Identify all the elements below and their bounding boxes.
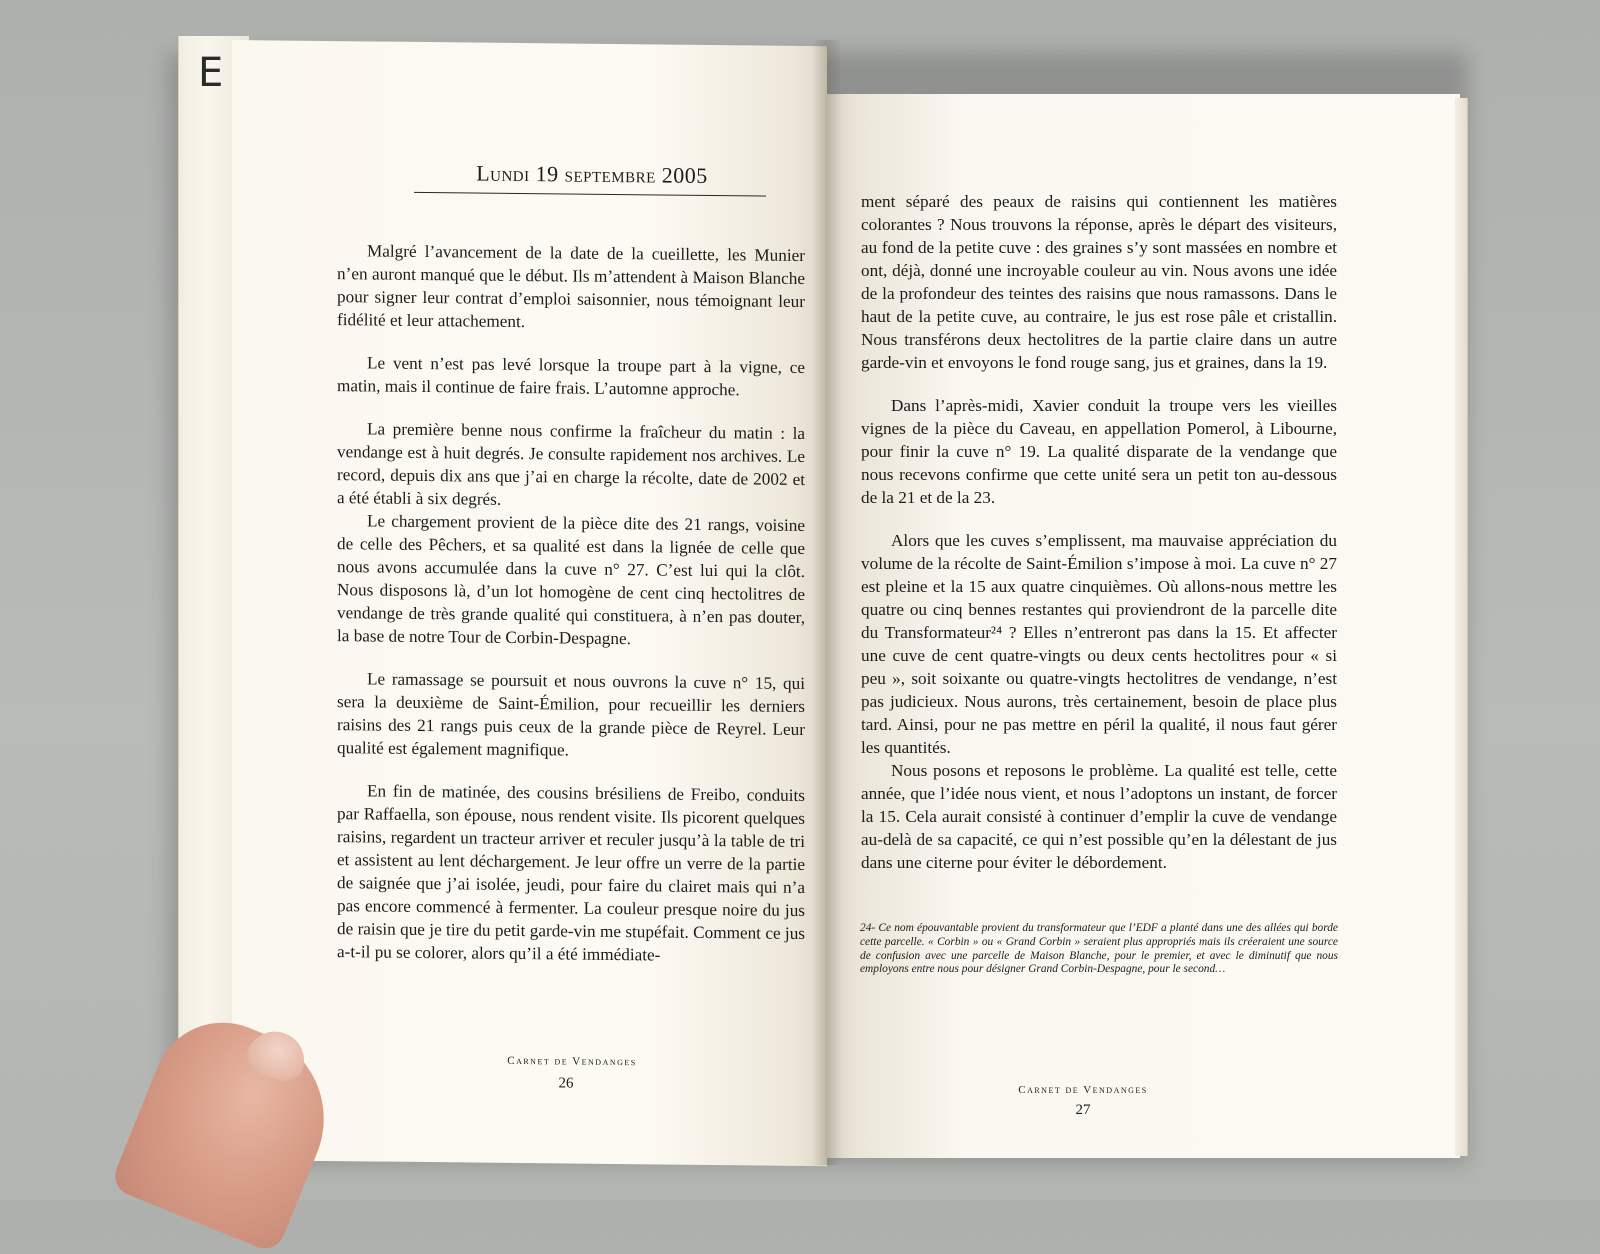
paragraph: Le vent n’est pas levé lorsque la troupe part à la vigne, ce matin, mais il continue de faire frais. L’automne approche.	[337, 353, 805, 400]
page-header: Lundi 19 septembre 2005	[476, 160, 708, 188]
page-footer: Carnet de Vendanges	[1018, 1084, 1148, 1096]
header-rule	[414, 192, 766, 197]
left-page	[232, 40, 827, 1166]
book-spine	[812, 40, 842, 1165]
paragraph: La première benne nous confirme la fraîcheur du matin : la vendange est à huit degrés. Je consulte rapidement nos archives. Le record, depuis dix ans que j’ai en charge la récolte, date de 2002 et a été établi à six degrés.	[337, 419, 805, 509]
page-number: 27	[1075, 1102, 1091, 1118]
footnote: 24- Ce nom épouvantable provient du transformateur que l’EDF a planté dans une des allées qui borde cette parcelle. « Corbin » ou « Grand Corbin » seraient plus appropriés mais ils créeraient une source de confusion avec une parcelle de Maison Blanche, pour le premier, et avec le diminutif que nous employons entre nous pour désigner Grand Corbin-Despagne, pour le second…	[860, 922, 1338, 976]
paragraph: Le ramassage se poursuit et nous ouvrons la cuve n° 15, qui sera la deuxième de Saint-Émilion, pour recueillir les derniers raisins des 21 rangs puis ceux de la grande pièce de Reyrel. Leur qualité est également magnifique.	[337, 669, 805, 760]
paragraph: Malgré l’avancement de la date de la cueillette, les Munier n’en auront manqué que le début. Ils m’attendent à Maison Blanche pour signer leur contrat d’emploi saisonnier, nous témoignant leur fidélité et leur attachement.	[337, 241, 805, 332]
page-footer: Carnet de Vendanges	[507, 1054, 637, 1069]
paragraph: Le chargement provient de la pièce dite des 21 rangs, voisine de celle des Pêchers, et sa qualité est dans la lignée de celle que nous avons accumulée dans la cuve n° 27. C’est lui qui la clôt. Nous disposons là, d’un lot homogène de cent cinq hectolitres de vendange de très grande qualité qui constituera, à n’en pas douter, la base de notre Tour de Corbin-Despagne.	[337, 511, 805, 649]
page-number: 26	[558, 1075, 574, 1092]
paragraph: Nous posons et reposons le problème. La qualité est telle, cette année, que l’idée nous vient, et nous l’adoptons un instant, de forcer la 15. Cela aurait consisté à continuer d’emplir la cuve de vendange au-delà de sa capacité, ce qui n’est possible qu’en la délestant de jus dans une citerne pour éviter le débordement.	[861, 761, 1337, 872]
paragraph: Alors que les cuves s’emplissent, ma mauvaise appréciation du volume de la récolte de Saint-Émilion s’impose à moi. La cuve n° 27 est pleine et la 15 aux quatre cinquièmes. Où allons-nous mettre les quatre ou cinq bennes restantes qui proviendront de la parcelle dite du Transformateur²⁴ ? Elles n’entreront pas dans la 15. Et affecter une cuve de cent quatre-vingts ou deux cents hectolitres pour « si peu », soit soixante ou quatre-vingts hectolitres de vendange, n’est pas judicieux. Nous aurons, très certainement, besoin de place plus tard. Ainsi, pour ne pas mettre en péril la qualité, il nous faut gérer les quantités.	[861, 531, 1337, 757]
paragraph: ment séparé des peaux de raisins qui contiennent les matières colorantes ? Nous trouvons la réponse, après le départ des visiteurs, au fond de la petite cuve : des graines s’y sont massées en nombre et ont, déjà, donné une incroyable couleur au vin. Nous avons une idée de la profondeur des teintes des raisins que nous ramassons. Dans le haut de la petite cuve, au contraire, le jus est rose pâle et cristallin. Nous transférons deux hectolitres de la partie claire dans un autre garde-vin et envoyons le fond rouge sang, jus et graines, dans la 19.	[861, 192, 1337, 372]
page-stack-right	[1455, 98, 1468, 1156]
left-body-text	[337, 239, 805, 968]
tab-letter: E	[198, 50, 224, 96]
right-page	[825, 94, 1460, 1158]
right-body-text	[861, 190, 1337, 874]
paragraph: En fin de matinée, des cousins brésiliens de Freibo, conduits par Raffaella, son épouse, nous rendent visite. Ils picorent quelques raisins, regardent un tracteur arriver et reculer jusqu’à la table de tri et assistent au lent déchargement. Je leur offre un verre de la partie de saignée que j’ai isolée, jeudi, pour faire du clairet mais qui n’a pas encore commencé à fermenter. La couleur presque noire du jus de raisin que je tire du petit garde-vin me stupéfait. Comment ce jus a-t-il pu se colorer, alors qu’il a été immédiate-	[337, 781, 805, 965]
paragraph: Dans l’après-midi, Xavier conduit la troupe vers les vieilles vignes de la pièce du Caveau, en appellation Pomerol, à Libourne, pour finir la cuve n° 19. La qualité disparate de la vendange que nous recevons confirme que cette unité sera un petit ton au-dessous de la 21 et de la 23.	[861, 396, 1337, 507]
